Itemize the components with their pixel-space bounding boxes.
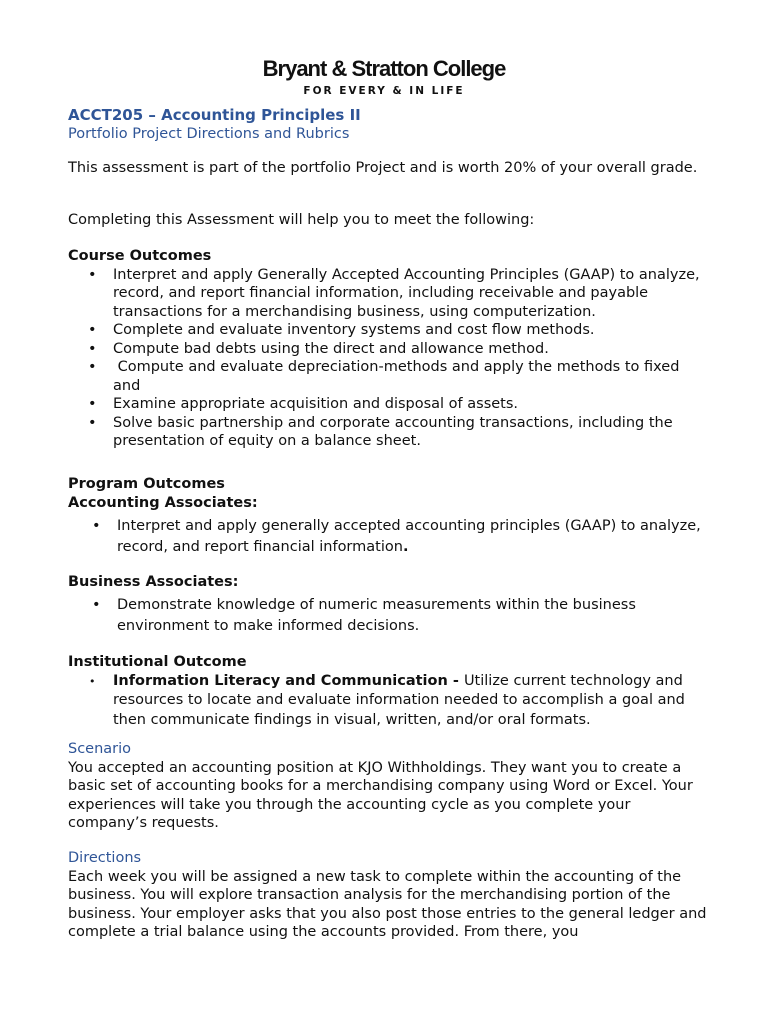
list-item: • Interpret and apply Generally Accepted Accounting Principles (GAAP) to analyze, record, and report financial information, including receivable and payable transactions for a merchandising business, using computerization. (68, 266, 708, 322)
logo-name: Bryant & Stratton College (262, 56, 506, 81)
institutional-outcome-title: Information Literacy and Communication - (113, 672, 464, 689)
scenario-text: You accepted an accounting position at KJO Withholdings. They want you to create a basic set of accounting books for a merchandising company using Word or Excel. Your experiences will take you through the accounting cycle as you complete your company’s requests. (68, 759, 693, 831)
institutional-outcome-text: Utilize current technology and resources to locate and evaluate information needed to accomplish a goal and then communicate findings in visual, written, and/or oral formats. (113, 672, 685, 728)
intro-lead-in: Completing this Assessment will help you to meet the following: (68, 212, 535, 228)
business-outcomes-list (68, 595, 708, 637)
logo-tagline: FOR EVERY & IN LIFE (303, 85, 465, 97)
business-associates-heading: Business Associates: (68, 574, 239, 590)
directions-heading: Directions (68, 850, 142, 866)
college-logo (0, 56, 768, 98)
course-outcomes-list (68, 266, 708, 451)
list-item: • Demonstrate knowledge of numeric measurements within the business environment to make informed decisions. (68, 595, 708, 637)
scenario-heading: Scenario (68, 741, 132, 757)
list-item (68, 516, 708, 558)
accounting-associates-heading: Accounting Associates: (68, 494, 258, 511)
institutional-outcome-heading: Institutional Outcome (68, 654, 247, 670)
accounting-outcomes-list (68, 516, 708, 558)
intro-paragraph: This assessment is part of the portfolio Project and is worth 20% of your overall grade. (68, 160, 698, 176)
list-item: • Complete and evaluate inventory systems and cost flow methods. (68, 321, 708, 340)
program-outcomes-heading: Program Outcomes (68, 476, 225, 492)
list-item (68, 672, 708, 731)
directions-text: Each week you will be assigned a new task to complete within the accounting of the business. You will explore transaction analysis for the merchandising portion of the business. Your employer asks that you also post those entries to the general ledger and complete a trial balance using the accounts provided. From there, you (68, 868, 707, 940)
list-item: • Compute and evaluate depreciation-methods and apply the methods to fixed and (68, 358, 708, 395)
list-item: • Solve basic partnership and corporate accounting transactions, including the presentation of equity on a balance sheet. (68, 414, 708, 451)
list-item: • Examine appropriate acquisition and disposal of assets. (68, 395, 708, 414)
institutional-outcomes-list (68, 672, 708, 731)
accounting-outcome-text: Interpret and apply generally accepted accounting principles (GAAP) to analyze, record, and report financial information (117, 518, 701, 555)
course-title: ACCT205 – Accounting Principles II (68, 106, 361, 124)
list-item: • Compute bad debts using the direct and allowance method. (68, 340, 708, 359)
document-subtitle: Portfolio Project Directions and Rubrics (68, 125, 350, 142)
accounting-outcome-period: . (402, 539, 409, 555)
course-outcomes-heading: Course Outcomes (68, 248, 212, 264)
